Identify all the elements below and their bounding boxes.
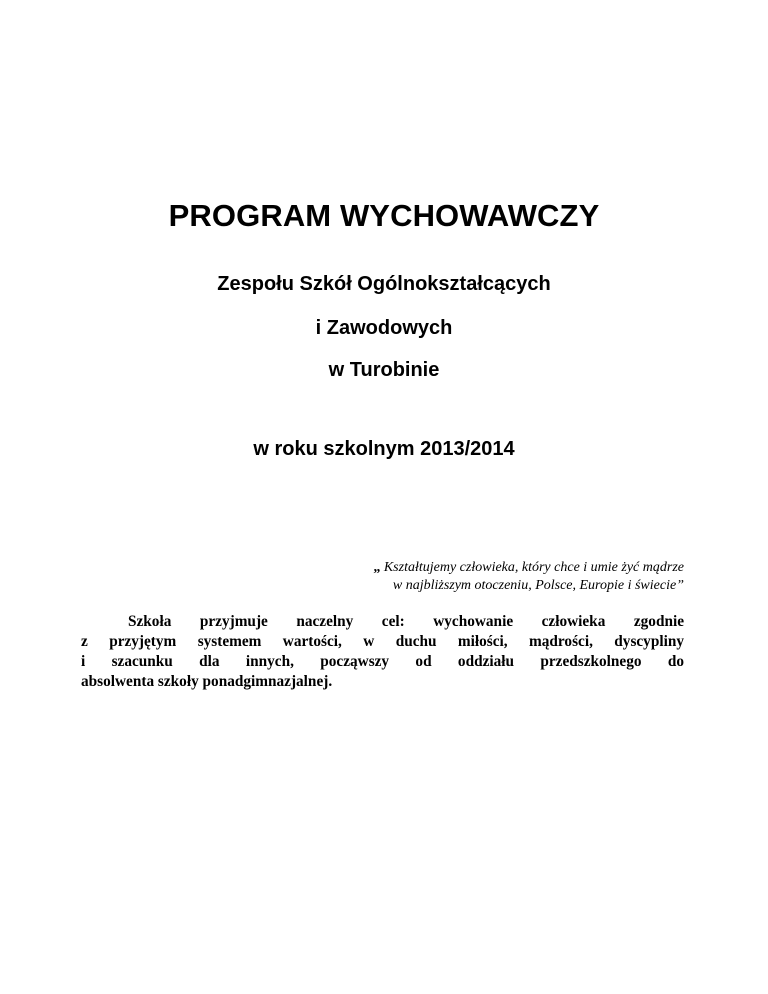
motto-quote <box>373 559 684 595</box>
paragraph-line-3: i szacunku dla innych, począwszy od oddziału przedszkolnego do <box>81 653 684 670</box>
motto-close-quote: ” <box>676 578 684 593</box>
paragraph-line-1: Szkoła przyjmuje naczelny cel: wychowanie człowieka zgodnie <box>128 613 684 630</box>
school-year: w roku szkolnym 2013/2014 <box>253 438 515 460</box>
motto-line-1 <box>373 559 684 577</box>
subtitle-line-2: i Zawodowych <box>315 317 453 339</box>
subtitle-line-1: Zespołu Szkół Ogólnokształcących <box>217 273 551 295</box>
motto-open-quote: „ <box>373 560 381 575</box>
paragraph-line-4: absolwenta szkoły ponadgimnazjalnej. <box>81 673 333 690</box>
subtitle-line-3: w Turobinie <box>328 359 440 381</box>
motto-text-2: w najbliższym otoczeniu, Polsce, Europie i świecie <box>392 578 677 593</box>
document-title: PROGRAM WYCHOWAWCZY <box>168 198 600 233</box>
paragraph-line-2: z przyjętym systemem wartości, w duchu miłości, mądrości, dyscypliny <box>81 633 684 650</box>
motto-text-1: Kształtujemy człowieka, który chce i umie żyć mądrze <box>380 560 684 575</box>
motto-line-2 <box>373 577 684 595</box>
mission-paragraph <box>81 612 684 692</box>
